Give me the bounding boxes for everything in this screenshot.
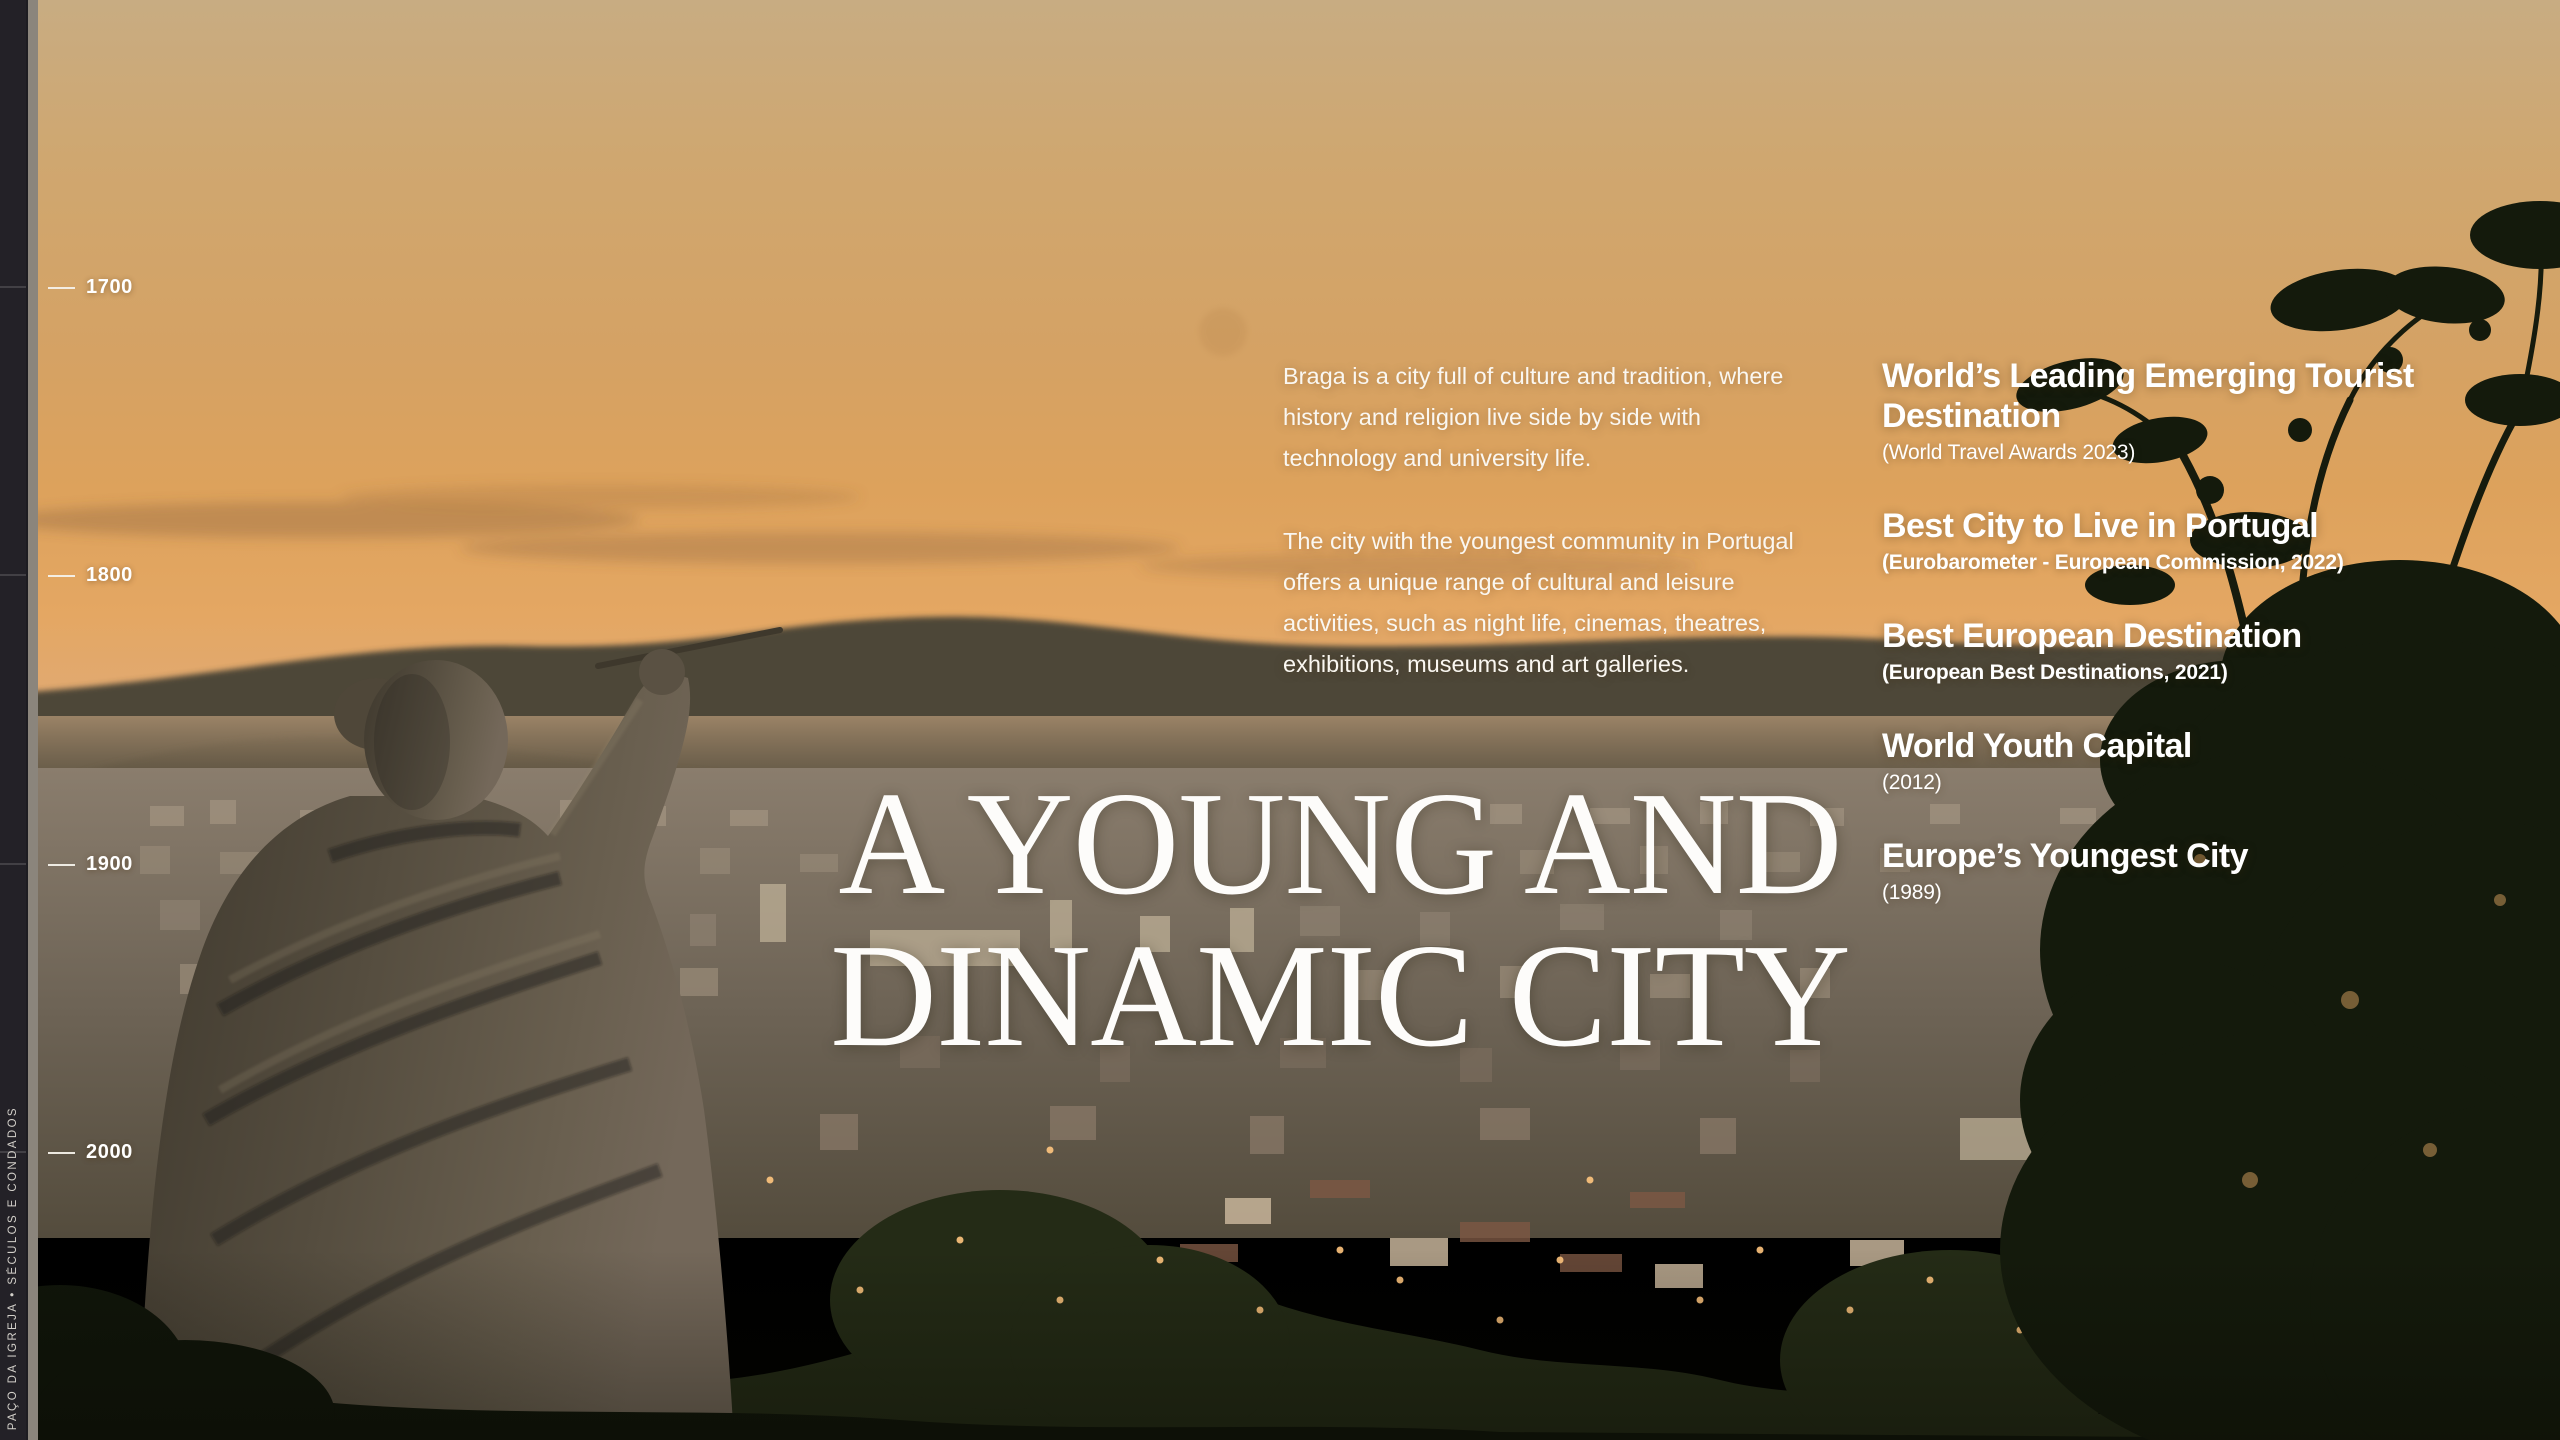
rail-tick-1900 [0, 863, 26, 865]
award-title: World’s Leading Emerging Tourist Destination [1882, 357, 2414, 435]
award-source: (2012) [1882, 771, 1942, 794]
section-vertical-label: PAÇO DA IGREJA • SÉCULOS E CONDADOS [7, 1105, 19, 1430]
headline-line-2: DINAMIC CITY [830, 914, 1850, 1078]
award-source: (European Best Destinations, 2021) [1882, 661, 2228, 684]
intro-paragraph-2: The city with the youngest community in Portugal offers a unique range of cultural and leisure activities, such as night life, cinemas, theatres, exhibitions, museums and art galleries. [1283, 528, 1794, 677]
award-title: Europe’s Youngest City [1882, 837, 2248, 875]
timeline-tick-dash [48, 575, 75, 577]
award-source: (1989) [1882, 881, 1942, 904]
timeline-year-label: 2000 [86, 1141, 133, 1163]
timeline-marker-1900[interactable] [48, 853, 133, 876]
award-item [1882, 356, 2457, 466]
award-item [1882, 836, 2457, 906]
awards-list [1882, 356, 2457, 906]
headline-line-1: A YOUNG AND [838, 762, 1842, 926]
left-navigation-rail [0, 0, 26, 1440]
timeline-tick-dash [48, 1152, 75, 1154]
intro-paragraph-1: Braga is a city full of culture and tradition, where history and religion live side by side with technology and university life. [1283, 363, 1784, 471]
timeline-marker-1700[interactable] [48, 276, 133, 299]
rail-tick-1700 [0, 286, 26, 288]
slide-headline [790, 762, 1890, 1078]
award-title: Best European Destination [1882, 617, 2302, 655]
timeline-year-label: 1700 [86, 276, 133, 298]
timeline-tick-dash [48, 864, 75, 866]
timeline-year-label: 1800 [86, 564, 133, 586]
rail-tick-1800 [0, 574, 26, 576]
award-item [1882, 616, 2457, 686]
award-source: (Eurobarometer - European Commission, 2022) [1882, 551, 2344, 574]
award-item [1882, 506, 2457, 576]
timeline-marker-2000[interactable] [48, 1141, 133, 1164]
award-title: Best City to Live in Portugal [1882, 507, 2318, 545]
timeline-tick-dash [48, 287, 75, 289]
intro-text-block [1283, 356, 1813, 685]
vertical-scrollbar-thumb[interactable] [26, 0, 38, 1440]
award-source: (World Travel Awards 2023) [1882, 441, 2136, 464]
award-title: World Youth Capital [1882, 727, 2192, 765]
timeline-marker-1800[interactable] [48, 564, 133, 587]
award-item [1882, 726, 2457, 796]
timeline-year-label: 1900 [86, 853, 133, 875]
